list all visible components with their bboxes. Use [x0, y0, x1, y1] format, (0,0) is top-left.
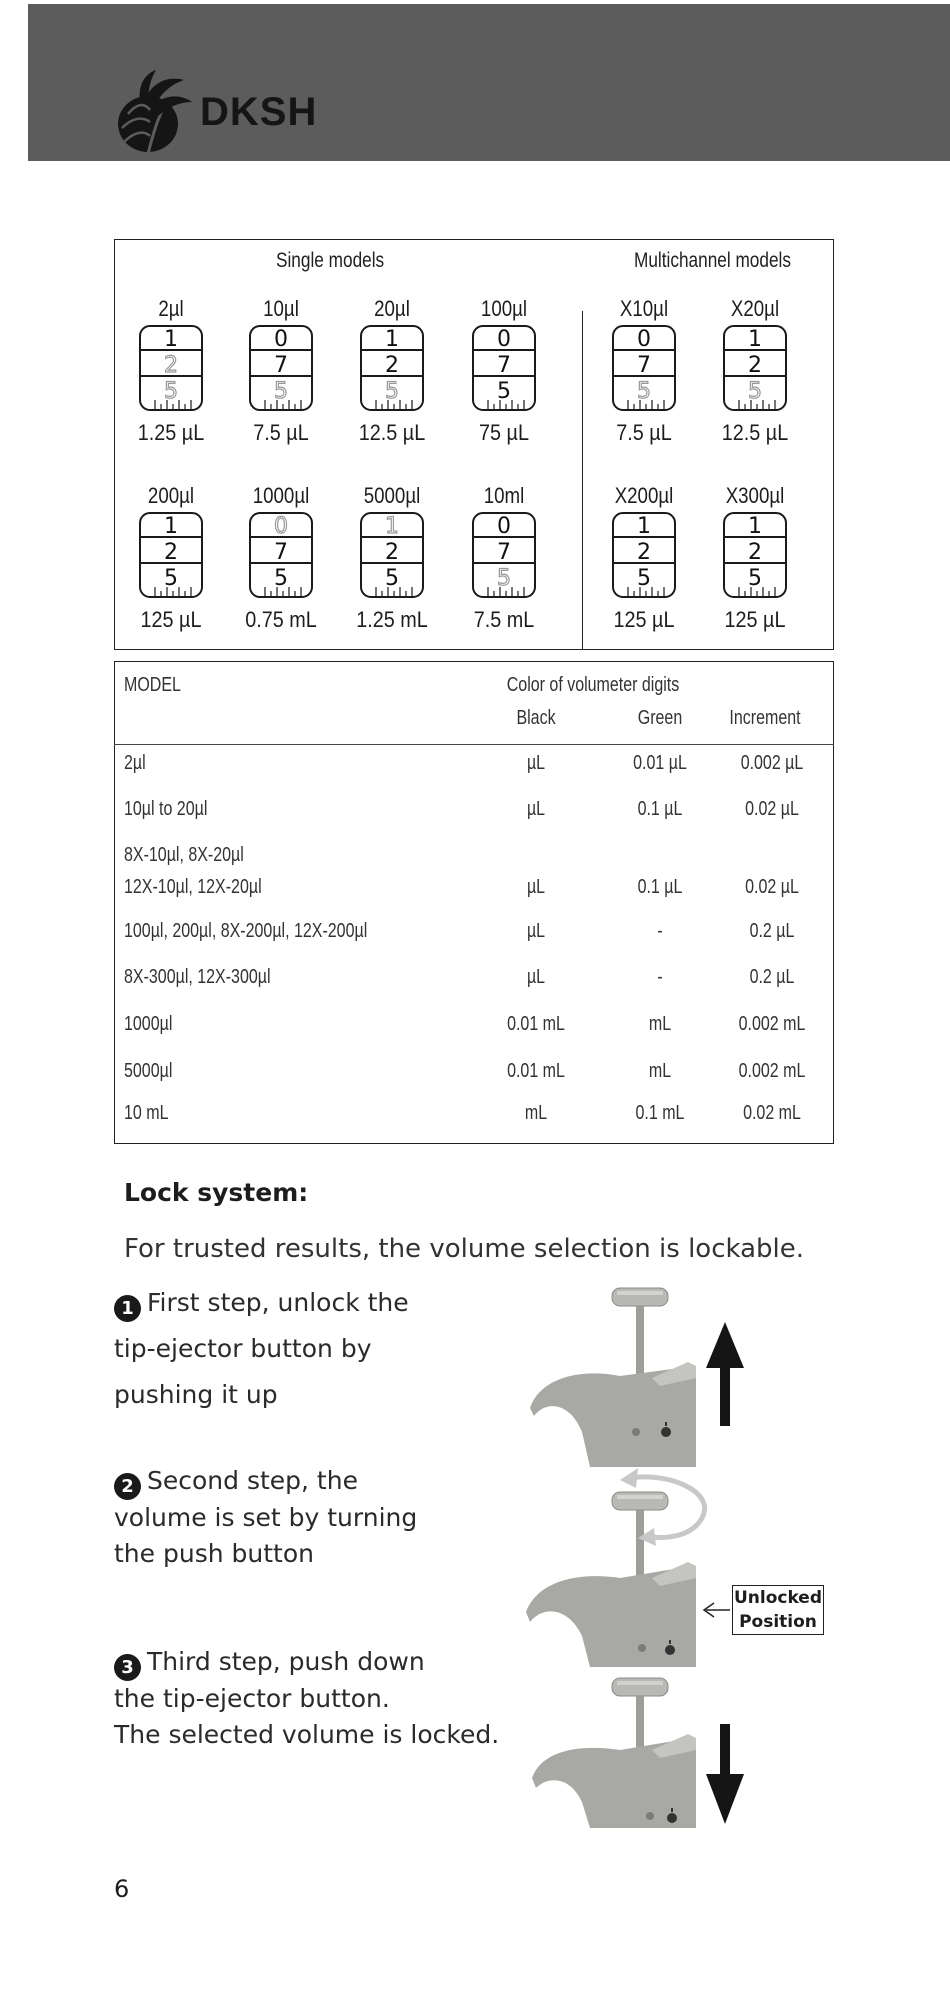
unlocked-label-line-1: Unlocked — [733, 1588, 823, 1608]
table-row-black: 0.01 mL — [507, 1013, 565, 1035]
table-row-green: mL — [648, 1060, 672, 1082]
table-row-green: 0.01 µL — [633, 752, 687, 774]
dial-digit: 1 — [748, 514, 762, 539]
table-row-increment: 0.002 µL — [740, 752, 804, 774]
dial-step-value: 1.25 mL — [356, 607, 428, 632]
step-3-number-badge: 3 — [114, 1654, 141, 1681]
dial-digit: 2 — [385, 540, 399, 565]
dial-digit: 5 — [164, 379, 178, 404]
volumeter-dial — [444, 296, 564, 446]
volumeter-dial — [111, 296, 231, 446]
single-models-heading: Single models — [276, 249, 385, 272]
dial-step-value: 7.5 µL — [616, 420, 672, 445]
dial-digit: 7 — [497, 540, 511, 565]
col-model-header: MODEL — [124, 674, 181, 696]
lock-system-intro: For trusted results, the volume selection is lockable. — [124, 1234, 805, 1264]
dial-digit: 2 — [385, 353, 399, 378]
col-black-header: Black — [516, 707, 556, 729]
dial-model-label: 10µl — [263, 296, 299, 321]
step-1-number-badge: 1 — [114, 1295, 141, 1322]
step-2-number-badge: 2 — [114, 1473, 141, 1500]
dial-counter-icon — [611, 511, 677, 599]
unlocked-label-line-2: Position — [739, 1612, 817, 1632]
step-3-line-2: the tip-ejector button. — [114, 1684, 390, 1713]
dial-model-label: 20µl — [374, 296, 410, 321]
dial-digit: 7 — [637, 353, 651, 378]
dial-step-value: 12.5 µL — [721, 420, 789, 445]
volumeter-dial — [111, 483, 231, 633]
dial-model-label: 100µl — [480, 296, 528, 321]
unlocked-position-label — [732, 1585, 824, 1635]
dial-digit: 0 — [497, 514, 511, 539]
table-row-increment: 0.02 µL — [745, 876, 799, 898]
dial-counter-icon — [248, 324, 314, 412]
dial-counter-icon — [138, 324, 204, 412]
dial-digit: 5 — [748, 566, 762, 591]
table-row-black: µL — [526, 876, 546, 898]
dial-digit: 5 — [385, 379, 399, 404]
table-row-model: 5000µl — [124, 1060, 173, 1082]
dial-digit: 2 — [637, 540, 651, 565]
step-2-line-2: volume is set by turning — [114, 1503, 418, 1532]
table-row-model: 10µl to 20µl — [124, 798, 208, 820]
dial-digit: 5 — [497, 566, 511, 591]
table-row-green: 0.1 µL — [637, 876, 683, 898]
table-row-green: - — [657, 920, 663, 942]
dial-digit: 5 — [748, 379, 762, 404]
multichannel-models-heading: Multichannel models — [634, 249, 791, 272]
pipette-step-3-illustration — [520, 1668, 750, 1828]
step-1-line-3: pushing it up — [114, 1380, 278, 1409]
dial-digit: 2 — [748, 353, 762, 378]
dial-model-label: 5000µl — [363, 483, 421, 508]
dial-step-value: 0.75 mL — [245, 607, 317, 632]
table-row-green: 0.1 mL — [635, 1102, 685, 1124]
dial-digit: 1 — [164, 514, 178, 539]
step-1-line-2: tip-ejector button by — [114, 1334, 372, 1363]
dial-digit: 1 — [164, 327, 178, 352]
table-row-model-line-2: 12X-10µl, 12X-20µl — [124, 876, 262, 898]
single-multi-divider — [582, 311, 583, 650]
table-row-green: - — [657, 966, 663, 988]
page-number: 6 — [114, 1875, 130, 1903]
table-row-increment: 0.02 µL — [745, 798, 799, 820]
dial-counter-icon — [359, 511, 425, 599]
step-3-line-3: The selected volume is locked. — [114, 1720, 500, 1749]
dial-digit: 5 — [274, 566, 288, 591]
step-1-text — [114, 1280, 409, 1418]
dksh-palm-icon — [114, 70, 194, 154]
dial-digit: 1 — [385, 327, 399, 352]
arrow-up-icon — [706, 1322, 744, 1426]
dial-step-value: 7.5 mL — [473, 607, 535, 632]
table-row-black: µL — [526, 752, 546, 774]
table-row-increment: 0.002 mL — [738, 1060, 806, 1082]
step-3-text — [114, 1644, 499, 1753]
volumeter-dial — [584, 483, 704, 633]
dksh-logo — [114, 70, 317, 154]
table-row-model: 10 mL — [124, 1102, 169, 1124]
table-row-black: µL — [526, 798, 546, 820]
volumeter-dial — [584, 296, 704, 446]
dial-digit: 1 — [748, 327, 762, 352]
pointer-arrow-icon — [704, 1603, 730, 1617]
step-2-line-3: the push button — [114, 1539, 314, 1568]
dial-step-value: 75 µL — [479, 420, 529, 445]
volumeter-dial — [695, 296, 815, 446]
dial-digit: 5 — [637, 566, 651, 591]
step-2-line-1: Second step, the — [147, 1466, 358, 1495]
col-green-header: Green — [637, 707, 683, 729]
pipette-step-1-illustration — [520, 1282, 750, 1467]
table-row-black: mL — [524, 1102, 548, 1124]
table-row-model: 8X-10µl, 8X-20µl — [124, 844, 244, 866]
dial-counter-icon — [471, 511, 537, 599]
step-2-text — [114, 1463, 417, 1572]
dial-counter-icon — [471, 324, 537, 412]
dial-digit: 2 — [164, 540, 178, 565]
table-row-increment: 0.2 µL — [749, 966, 795, 988]
table-row-model: 8X-300µl, 12X-300µl — [124, 966, 271, 988]
table-row-increment: 0.02 mL — [743, 1102, 801, 1124]
pipette-step-2-illustration — [520, 1462, 750, 1667]
dial-counter-icon — [611, 324, 677, 412]
dial-digit: 7 — [274, 353, 288, 378]
dial-model-label: X200µl — [614, 483, 674, 508]
dial-step-value: 125 µL — [140, 607, 202, 632]
dial-counter-icon — [722, 511, 788, 599]
dial-model-label: 10ml — [483, 483, 525, 508]
dial-digit: 0 — [497, 327, 511, 352]
dial-step-value: 125 µL — [613, 607, 675, 632]
table-row-model: 2µl — [124, 752, 146, 774]
brand-name: DKSH — [200, 89, 318, 134]
table-header-divider — [114, 744, 834, 745]
dial-digit: 5 — [164, 566, 178, 591]
table-row-model: 100µl, 200µl, 8X-200µl, 12X-200µl — [124, 920, 368, 942]
dial-digit: 1 — [637, 514, 651, 539]
table-row-black: 0.01 mL — [507, 1060, 565, 1082]
dial-model-label: 2µl — [158, 296, 184, 321]
dial-digit: 7 — [497, 353, 511, 378]
step-1-line-1: First step, unlock the — [147, 1288, 409, 1317]
dial-model-label: 200µl — [147, 483, 195, 508]
arrow-down-icon — [706, 1724, 744, 1824]
dial-model-label: X300µl — [725, 483, 785, 508]
dial-counter-icon — [722, 324, 788, 412]
dial-digit: 5 — [385, 566, 399, 591]
dial-digit: 0 — [274, 327, 288, 352]
table-row-black: µL — [526, 920, 546, 942]
table-row-black: µL — [526, 966, 546, 988]
dial-step-value: 1.25 µL — [137, 420, 205, 445]
table-row-increment: 0.2 µL — [749, 920, 795, 942]
table-row-green: 0.1 µL — [637, 798, 683, 820]
lock-system-heading: Lock system: — [124, 1178, 309, 1207]
dial-step-value: 125 µL — [724, 607, 786, 632]
table-row-increment: 0.002 mL — [738, 1013, 806, 1035]
volumeter-dial — [221, 296, 341, 446]
table-row-model: 1000µl — [124, 1013, 173, 1035]
table-row-green: mL — [648, 1013, 672, 1035]
dial-step-value: 7.5 µL — [253, 420, 309, 445]
volumeter-dial — [695, 483, 815, 633]
dial-digit: 5 — [497, 379, 511, 404]
dial-step-value: 12.5 µL — [358, 420, 426, 445]
dial-counter-icon — [138, 511, 204, 599]
dial-counter-icon — [248, 511, 314, 599]
dial-digit: 5 — [274, 379, 288, 404]
dial-digit: 1 — [385, 514, 399, 539]
col-color-header: Color of volumeter digits — [506, 674, 680, 696]
col-increment-header: Increment — [729, 707, 801, 729]
volumeter-dial — [332, 296, 452, 446]
step-3-line-1: Third step, push down — [147, 1647, 425, 1676]
dial-digit: 0 — [637, 327, 651, 352]
dial-digit: 0 — [274, 514, 288, 539]
volumeter-dial — [444, 483, 564, 633]
dial-digit: 2 — [748, 540, 762, 565]
dial-digit: 7 — [274, 540, 288, 565]
dial-model-label: X20µl — [730, 296, 780, 321]
dial-model-label: 1000µl — [252, 483, 310, 508]
dial-model-label: X10µl — [619, 296, 669, 321]
header-band — [28, 4, 950, 161]
volumeter-dial — [221, 483, 341, 633]
dial-digit: 2 — [164, 353, 178, 378]
dial-digit: 5 — [637, 379, 651, 404]
dial-counter-icon — [359, 324, 425, 412]
volumeter-dial — [332, 483, 452, 633]
